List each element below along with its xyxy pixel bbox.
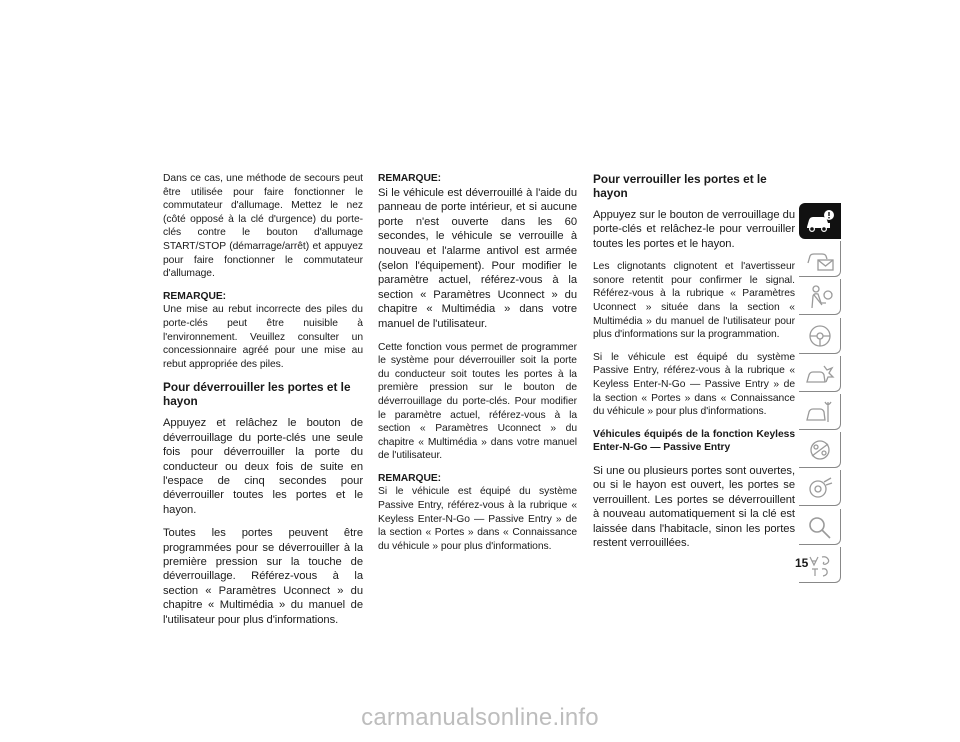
section-heading-lock: Pour verrouiller les portes et le hayon [593,172,767,200]
tab-car-info[interactable] [799,203,841,239]
paragraph: Appuyez et relâchez le bouton de déverrouillage du porte-clés une seule fois pour déverrouiller la porte du conducteur ou deux fois de suite en l'espace de cinq secondes pour déverrouiller toutes les portes et le hayon. [163,417,363,516]
paragraph: Si une ou plusieurs portes sont ouvertes, ou si le hayon est ouvert, les portes se verrouillent. Les portes se déverrouillent à nouveau automatiquement si la clé est laissée dans l'habitacle, sinon les portes restent verrouillées. [593,464,795,549]
paragraph: Toutes les portes peuvent être programmées pour se déverrouiller à la première pression sur la touche de déverrouillage. Référez-vous à la section « Paramètres Uconnect » du chapitre « Multimédia » du manuel de l'utilisateur pour plus d'informations. [163,527,363,626]
magnifier-icon [804,513,836,541]
paragraph: Les clignotants clignotent et l'avertisseur sonore retentit pour confirmer le signal. Référez-vous à la rubrique « Paramètres Uconnect » située dans la section « Multimédia » du manuel de l'utilisateur pour plus d'informations sur la programmation. [593,261,795,341]
note [163,290,363,372]
collision-icon [804,360,836,388]
note-heading: REMARQUE: [378,472,442,484]
tab-envelope[interactable] [799,241,841,277]
paragraph: Si le véhicule est équipé du système Passive Entry, référez-vous à la rubrique « Keyless Enter-N-Go — Passive Entry » de la section « Portes » dans « Connaissance du véhicule » pour plus d'informations. [593,351,795,418]
paragraph: Cette fonction vous permet de programmer le système pour déverrouiller soit la porte du conducteur soit toutes les portes à la première pression sur le bouton de déverrouillage du porte-clés. Pour modifier le paramètre actuel, référez-vous à la section « Paramètres Uconnect » du chapitre « Multimédia » dans votre manuel de l'utilisateur. [378,341,577,462]
paragraph: Appuyez sur le bouton de verrouillage du porte-clés et relâchez-le pour verrouiller toutes les portes et le hayon. [593,209,795,250]
note [378,472,577,554]
wrench-car-icon [804,398,836,426]
note-heading: REMARQUE: [378,173,442,184]
tab-specs[interactable] [799,432,841,468]
subheading-passive-entry: Véhicules équipés de la fonction Keyless Enter-N-Go — Passive Entry [593,428,795,454]
car-info-icon [804,207,836,235]
column-2 [378,172,577,562]
column-1 [163,172,363,636]
tab-media[interactable] [799,470,841,506]
section-heading-unlock: Pour déverrouiller les portes et le hayon [163,380,351,409]
tab-seat-belt[interactable] [799,279,841,315]
note-body: Si le véhicule est déverrouillé à l'aide du panneau de porte intérieur, et si aucune porte n'est ouverte dans les 60 secondes, le véhicule se verrouille à nouveau et l'alarme antivol est armée (selon l'équipement). Pour modifier le paramètre actuel, référez-vous à la section « Paramètres Uconnect » du chapitre « Multimédia » dans votre manuel de l'utilisateur. [378,186,577,330]
envelope-icon [804,245,836,273]
specs-icon [804,436,836,464]
chapter-tabs [799,203,841,585]
media-icon [804,474,836,502]
tab-steering-wheel[interactable] [799,318,841,354]
tab-wrench-car[interactable] [799,394,841,430]
seat-belt-icon [804,283,836,311]
note-body: Si le véhicule est équipé du système Passive Entry, référez-vous à la rubrique « Keyless Enter-N-Go — Passive Entry » de la section « Portes » dans « Connaissance du véhicule » pour plus d'informations. [378,486,577,552]
steering-wheel-icon [804,322,836,350]
languages-icon [804,551,836,579]
paragraph: Dans ce cas, une méthode de secours peut être utilisée pour faire fonctionner le commutateur d'allumage. Mettez le nez (côté opposé à la clé d'urgence) du porte-clés contre le bouton d'allumage START/STOP (démarrage/arrêt) et appuyez pour faire fonctionner le commutateur d'allumage. [163,173,363,280]
note [378,172,577,332]
column-3 [593,172,795,559]
page-number: 15 [795,556,809,570]
watermark[interactable]: carmanualsonline.info [361,704,599,731]
tab-magnifier[interactable] [799,509,841,545]
tab-collision[interactable] [799,356,841,392]
note-heading: REMARQUE: [163,290,227,302]
note-body: Une mise au rebut incorrecte des piles du porte-clés peut être nuisible à l'environnement. Veuillez consulter un concessionnaire agréé pour une mise au rebut appropriée des piles. [163,304,363,370]
